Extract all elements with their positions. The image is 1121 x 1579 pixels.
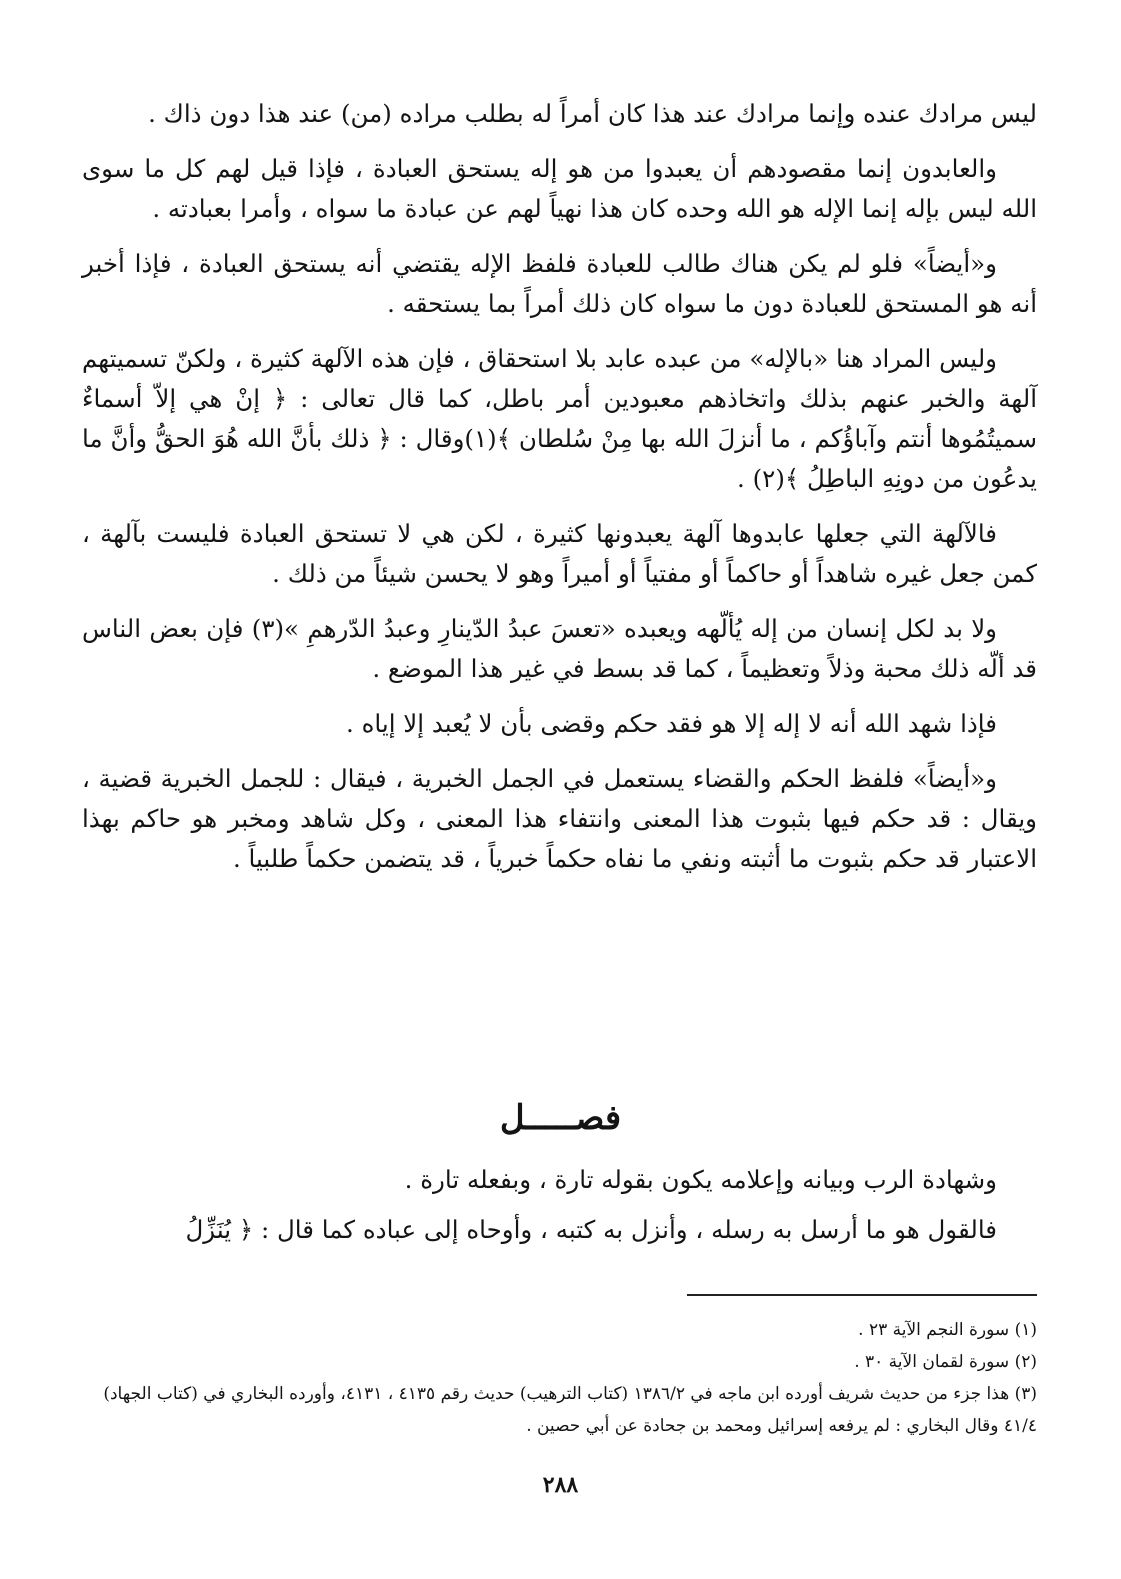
paragraph-6: ولا بد لكل إنسان من إله يُألّهه ويعبده «تعسَ عبدُ الدّينارِ وعبدُ الدّرهمِ »(٣) فإن بعض الناس قد ألّه ذلك محبة وذلاً وتعظيماً ، كما قد بسط في غير هذا الموضع . [82, 614, 1037, 683]
paragraph-7: فإذا شهد الله أنه لا إله إلا هو فقد حكم وقضى بأن لا يُعبد إلا إياه . [346, 709, 997, 738]
paragraph-8: و«أيضاً» فلفظ الحكم والقضاء يستعمل في الجمل الخبرية ، فيقال : للجمل الخبرية قضية ، ويقال : قد حكم فيها بثبوت هذا المعنى وانتفاء هذا المعنى ، وكل شاهد ومخبر هو حاكم بهذا الاعتبار قد حكم بثبوت ما أثبته ونفي ما نفاه حكماً خبرياً ، قد يتضمن حكماً طلبياً . [82, 764, 1037, 873]
section-paragraph-2: فالقول هو ما أرسل به رسله ، وأنزل به كتبه ، وأوحاه إلى عباده كما قال : ﴿ يُنَزِّلُ [185, 1215, 997, 1244]
paragraph-3: و«أيضاً» فلو لم يكن هناك طالب للعبادة فلفظ الإله يقتضي أنه يستحق العبادة ، فإذا أخبر أنه هو المستحق للعبادة دون ما سواه كان ذلك أمراً بما يستحقه . [82, 249, 1037, 318]
footnote-3: (٣) هذا جزء من حديث شريف أورده ابن ماجه في ١٣٨٦/٢ (كتاب الترهيب) حديث رقم ٤١٣٥ ، ٤١٣١، وأورده البخاري في (كتاب الجهاد) ٤١/٤ وقال البخاري : لم يرفعه إسرائيل ومحمد بن جحادة عن أبي حصين . [103, 1384, 1037, 1436]
page-number: ٢٨٨ [542, 1472, 579, 1498]
footnotes [82, 1314, 1037, 1442]
footnote-1: (١) سورة النجم الآية ٢٣ . [858, 1320, 1037, 1340]
paragraph-5: فالآلهة التي جعلها عابدوها آلهة يعبدونها كثيرة ، لكن هي لا تستحق العبادة فليست بآلهة ، كمن جعل غيره شاهداً أو حاكماً أو مفتياً أو أميراً وهو لا يحسن شيئاً من ذلك . [82, 519, 1037, 588]
section-text [82, 1160, 1037, 1260]
section-paragraph-1: وشهادة الرب وبيانه وإعلامه يكون بقوله تارة ، وبفعله تارة . [404, 1165, 997, 1194]
paragraph-4: وليس المراد هنا «بالإله» من عبده عابد بلا استحقاق ، فإن هذه الآلهة كثيرة ، ولكنّ تسميتهم آلهة والخبر عنهم بذلك واتخاذهم معبودين أمر باطل، كما قال تعالى : ﴿ إنْ هي إلاّ أسماءٌ سميتُمُوها أنتم وآباؤُكم ، ما أنزلَ الله بها مِنْ سُلطان ﴾(١)وقال : ﴿ ذلك بأنَّ الله هُوَ الحقُّ وأنَّ ما يدعُون من دونِهِ الباطِلُ ﴾(٢) . [82, 344, 1038, 493]
paragraph-1: ليس مرادك عنده وإنما مرادك عند هذا كان أمراً له بطلب مراده (من) عند هذا دون ذاك . [148, 99, 1037, 128]
section-heading: فصـــــل [499, 1098, 622, 1138]
footnote-2: (٢) سورة لقمان الآية ٣٠ . [854, 1352, 1037, 1372]
footnote-divider [687, 1294, 1037, 1296]
main-text [82, 94, 1037, 894]
paragraph-2: والعابدون إنما مقصودهم أن يعبدوا من هو إله يستحق العبادة ، فإذا قيل لهم كل ما سوى الله ليس بإله إنما الإله هو الله وحده كان هذا نهياً لهم عن عبادة ما سواه ، وأمرا بعبادته . [82, 154, 1037, 223]
